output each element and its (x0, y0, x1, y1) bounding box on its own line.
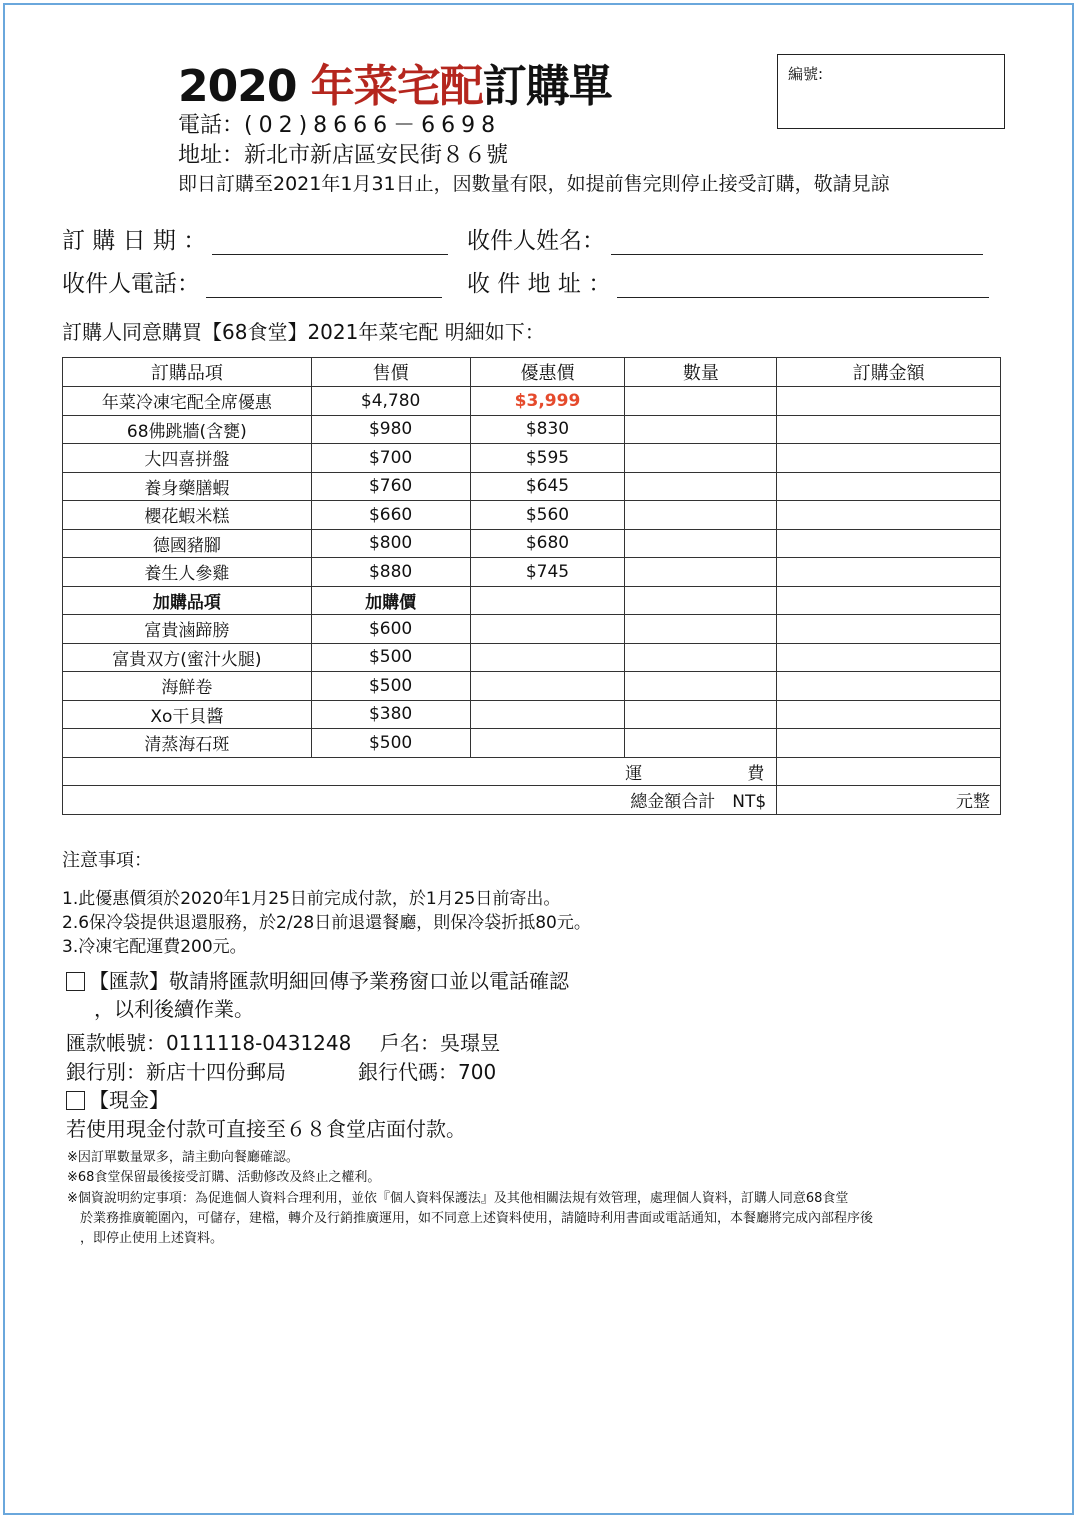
quantity-cell[interactable] (625, 415, 777, 444)
cash-checkbox[interactable] (66, 1091, 85, 1110)
footnote: 於業務推廣範圍內，可儲存，建檔，轉介及行銷推廣運用，如不同意上述資料使用，請隨時利用書面或電話通知，本餐廳將完成內部程序後 (80, 1211, 874, 1226)
amount-cell[interactable] (777, 729, 1001, 758)
amount-cell[interactable] (777, 643, 1001, 672)
notes-title: 注意事項： (62, 850, 152, 871)
header-addon-price: 加購價 (311, 586, 470, 615)
quantity-cell[interactable] (625, 615, 777, 644)
table-header-row (63, 358, 1001, 387)
remit-line-2: ，以利後續作業。 (94, 997, 254, 1021)
order-date-field[interactable]: 訂 購 日 期 ： (62, 222, 448, 255)
amount-cell[interactable] (777, 558, 1001, 587)
shipping-fee-cell[interactable] (777, 757, 1001, 786)
total-amount-cell[interactable]: 元整 (777, 786, 1001, 815)
table-row: 養身藥膳蝦 $760 $645 (63, 472, 1001, 501)
quantity-cell[interactable] (625, 700, 777, 729)
note-item: 1.此優惠價須於2020年1月25日前完成付款，於1月25日前寄出。 (62, 889, 561, 909)
order-number-box[interactable]: 編號: (777, 54, 1005, 129)
account-number: 匯款帳號：0111118-0431248 (66, 1031, 352, 1055)
phone-line: 電話：(02)8666－6698 (178, 113, 502, 138)
quantity-cell[interactable] (625, 501, 777, 530)
promo-price: $3,999 (470, 387, 625, 416)
quantity-cell[interactable] (625, 643, 777, 672)
title-brand: 年菜宅配 (310, 61, 483, 112)
amount-cell[interactable] (777, 586, 1001, 615)
amount-cell[interactable] (777, 672, 1001, 701)
amount-cell[interactable] (777, 472, 1001, 501)
footnote: ，即停止使用上述資料。 (80, 1231, 224, 1246)
total-label: 總金額合計 NT$ (63, 786, 777, 815)
quantity-cell[interactable] (625, 729, 777, 758)
amount-cell[interactable] (777, 615, 1001, 644)
table-row: 清蒸海石斑 $500 (63, 729, 1001, 758)
page-title: 2020 年菜宅配訂購單 (178, 61, 612, 112)
amount-cell[interactable] (777, 529, 1001, 558)
table-row: 海鮮卷 $500 (63, 672, 1001, 701)
amount-cell[interactable] (777, 444, 1001, 473)
bank-code: 銀行代碼：700 (358, 1060, 497, 1084)
cash-option[interactable]: 【現金】 (66, 1084, 169, 1113)
quantity-cell[interactable] (625, 529, 777, 558)
amount-cell[interactable] (777, 387, 1001, 416)
remit-checkbox[interactable] (66, 972, 85, 991)
table-row: 富貴滷蹄膀 $600 (63, 615, 1001, 644)
cash-description: 若使用現金付款可直接至６８食堂店面付款。 (66, 1117, 466, 1141)
recipient-name-field[interactable]: 收件人姓名： (467, 222, 983, 255)
quantity-cell[interactable] (625, 558, 777, 587)
order-table (62, 357, 1001, 815)
header-price: 售價 (311, 358, 470, 387)
amount-cell[interactable] (777, 415, 1001, 444)
header-addon-item: 加購品項 (63, 586, 312, 615)
quantity-cell[interactable] (625, 387, 777, 416)
table-row: 大四喜拼盤 $700 $595 (63, 444, 1001, 473)
table-row: 富貴双方(蜜汁火腿) $500 (63, 643, 1001, 672)
agreement-text: 訂購人同意購買【68食堂】2021年菜宅配 明細如下： (62, 320, 545, 344)
recipient-phone-field[interactable]: 收件人電話： (62, 265, 442, 298)
order-notice: 即日訂購至2021年1月31日止，因數量有限，如提前售完則停止接受訂購，敬請見諒 (178, 173, 890, 195)
addon-header-row (63, 586, 1001, 615)
table-row: 櫻花蝦米糕 $660 $560 (63, 501, 1001, 530)
footnote: ※68食堂保留最後接受訂購、活動修改及終止之權利。 (67, 1170, 381, 1185)
quantity-cell[interactable] (625, 472, 777, 501)
account-name: 戶名：吳璟昱 (380, 1031, 500, 1055)
table-row: 養生人參雞 $880 $745 (63, 558, 1001, 587)
total-row (63, 786, 1001, 815)
header-amount: 訂購金額 (777, 358, 1001, 387)
amount-cell[interactable] (777, 501, 1001, 530)
header-quantity: 數量 (625, 358, 777, 387)
footnote: ※因訂單數量眾多，請主動向餐廳確認。 (67, 1150, 299, 1165)
remit-option[interactable]: 【匯款】敬請將匯款明細回傳予業務窗口並以電話確認 (66, 965, 569, 994)
table-row: 年菜冷凍宅配全席優惠 $4,780 $3,999 (63, 387, 1001, 416)
quantity-cell[interactable] (625, 444, 777, 473)
address-line: 地址：新北市新店區安民街８６號 (178, 143, 509, 168)
header-item: 訂購品項 (63, 358, 312, 387)
quantity-cell[interactable] (625, 672, 777, 701)
recipient-address-field[interactable]: 收 件 地 址 ： (467, 265, 989, 298)
quantity-cell[interactable] (625, 586, 777, 615)
table-row: 68佛跳牆(含甕) $980 $830 (63, 415, 1001, 444)
note-item: 2.6保冷袋提供退還服務，於2/28日前退還餐廳，則保冷袋折抵80元。 (62, 913, 591, 933)
footnote: ※個資說明約定事項：為促進個人資料合理利用，並依『個人資料保護法』及其他相關法規有效管理，處理個人資料，訂購人同意68食堂 (67, 1191, 849, 1206)
bank-name: 銀行別：新店十四份郵局 (66, 1060, 286, 1084)
note-item: 3.冷凍宅配運費200元。 (62, 937, 247, 957)
header-discount: 優惠價 (470, 358, 625, 387)
table-row: Xo干貝醬 $380 (63, 700, 1001, 729)
amount-cell[interactable] (777, 700, 1001, 729)
table-row: 德國豬腳 $800 $680 (63, 529, 1001, 558)
shipping-row: 運 費 (63, 757, 1001, 786)
